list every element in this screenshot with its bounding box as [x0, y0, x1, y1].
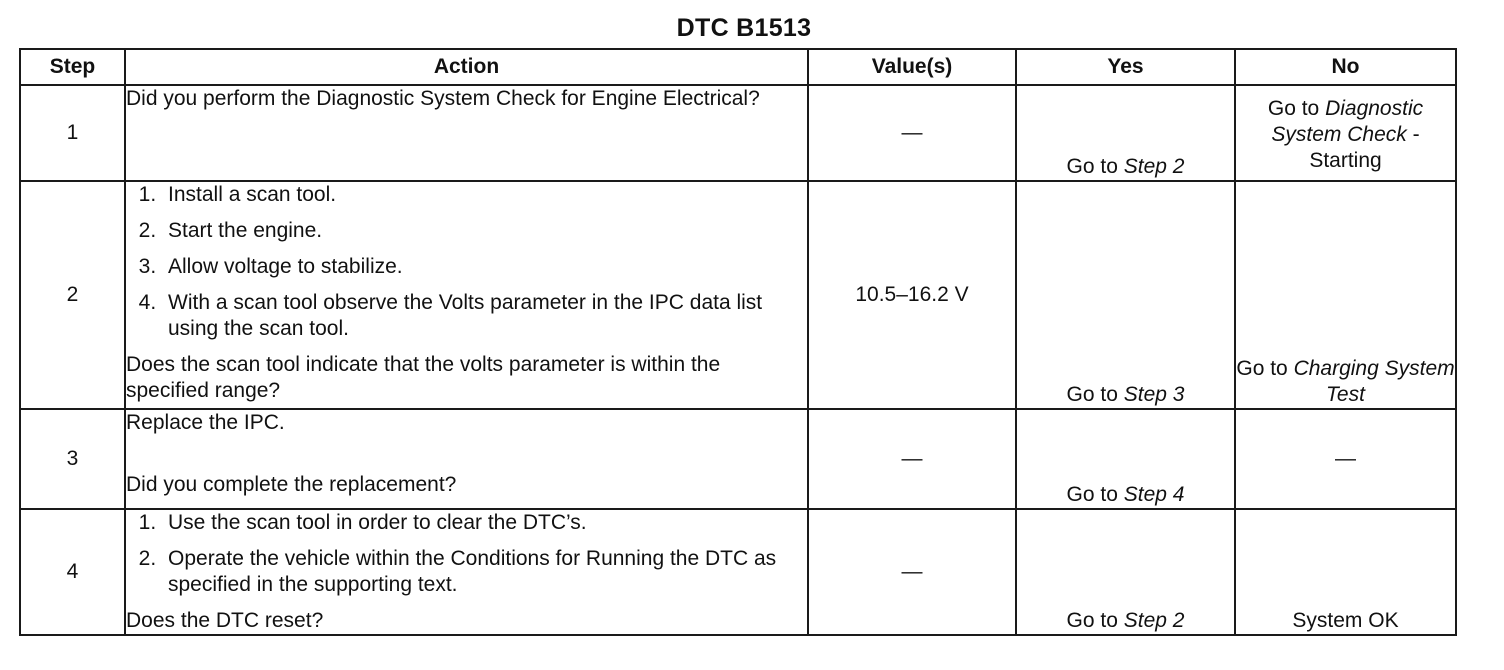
- no-reference-link[interactable]: Diagnostic System Check: [1271, 97, 1424, 146]
- header-no: No: [1235, 49, 1456, 85]
- action-cell: [125, 509, 808, 635]
- yes-step-link[interactable]: Step 2: [1123, 155, 1185, 178]
- step-number: 4: [20, 509, 125, 635]
- action-cell: [125, 181, 808, 409]
- header-action: Action: [125, 49, 808, 85]
- no-prefix: Go to: [1267, 97, 1326, 120]
- action-cell: [125, 85, 808, 181]
- action-instruction: Replace the IPC.: [126, 411, 285, 434]
- list-item: 1. Use the scan tool in order to clear the DTC’s.: [162, 510, 807, 536]
- no-cell: [1235, 85, 1456, 181]
- yes-cell: [1016, 181, 1235, 409]
- action-question: Does the DTC reset?: [126, 609, 324, 632]
- no-suffix: - Starting: [1309, 123, 1420, 172]
- yes-step-link[interactable]: Step 4: [1123, 483, 1185, 506]
- yes-cell: [1016, 409, 1235, 509]
- yes-prefix: Go to: [1066, 155, 1124, 178]
- no-cell: System OK: [1235, 509, 1456, 635]
- action-question: Does the scan tool indicate that the volts parameter is within the specified range?: [126, 353, 721, 402]
- table-header-row: [20, 49, 1456, 85]
- table-row: [20, 409, 1456, 509]
- value-cell: —: [808, 409, 1016, 509]
- list-item: 2. Operate the vehicle within the Conditions for Running the DTC as specified in the supporting text.: [162, 546, 807, 598]
- header-yes: Yes: [1016, 49, 1235, 85]
- list-item: 3. Allow voltage to stabilize.: [162, 254, 807, 280]
- list-item: 2. Start the engine.: [162, 218, 807, 244]
- no-reference-link[interactable]: Charging System Test: [1293, 357, 1455, 406]
- no-cell: —: [1235, 409, 1456, 509]
- header-step: Step: [20, 49, 125, 85]
- header-values: Value(s): [808, 49, 1016, 85]
- step-number: 1: [20, 85, 125, 181]
- value-cell: 10.5–16.2 V: [808, 181, 1016, 409]
- no-prefix: Go to: [1236, 357, 1294, 380]
- step-number: 2: [20, 181, 125, 409]
- yes-prefix: Go to: [1066, 483, 1124, 506]
- action-question: Did you complete the replacement?: [126, 473, 457, 496]
- table-row: [20, 85, 1456, 181]
- action-steps-list: [126, 510, 807, 598]
- spacer: [126, 436, 807, 472]
- value-cell: —: [808, 509, 1016, 635]
- action-question: Did you perform the Diagnostic System Check for Engine Electrical?: [126, 87, 760, 110]
- list-item: 4. With a scan tool observe the Volts parameter in the IPC data list using the scan tool.: [162, 290, 807, 342]
- yes-prefix: Go to: [1066, 383, 1124, 406]
- document-title: DTC B1513: [676, 14, 812, 42]
- yes-step-link[interactable]: Step 3: [1123, 383, 1185, 406]
- yes-cell: [1016, 509, 1235, 635]
- yes-prefix: Go to: [1066, 609, 1124, 632]
- yes-cell: [1016, 85, 1235, 181]
- action-steps-list: [126, 182, 807, 342]
- yes-step-link[interactable]: Step 2: [1123, 609, 1185, 632]
- step-number: 3: [20, 409, 125, 509]
- action-cell: [125, 409, 808, 509]
- dtc-table: [19, 48, 1457, 636]
- table-row: [20, 509, 1456, 635]
- table-row: [20, 181, 1456, 409]
- value-cell: —: [808, 85, 1016, 181]
- no-cell: [1235, 181, 1456, 409]
- list-item: 1. Install a scan tool.: [162, 182, 807, 208]
